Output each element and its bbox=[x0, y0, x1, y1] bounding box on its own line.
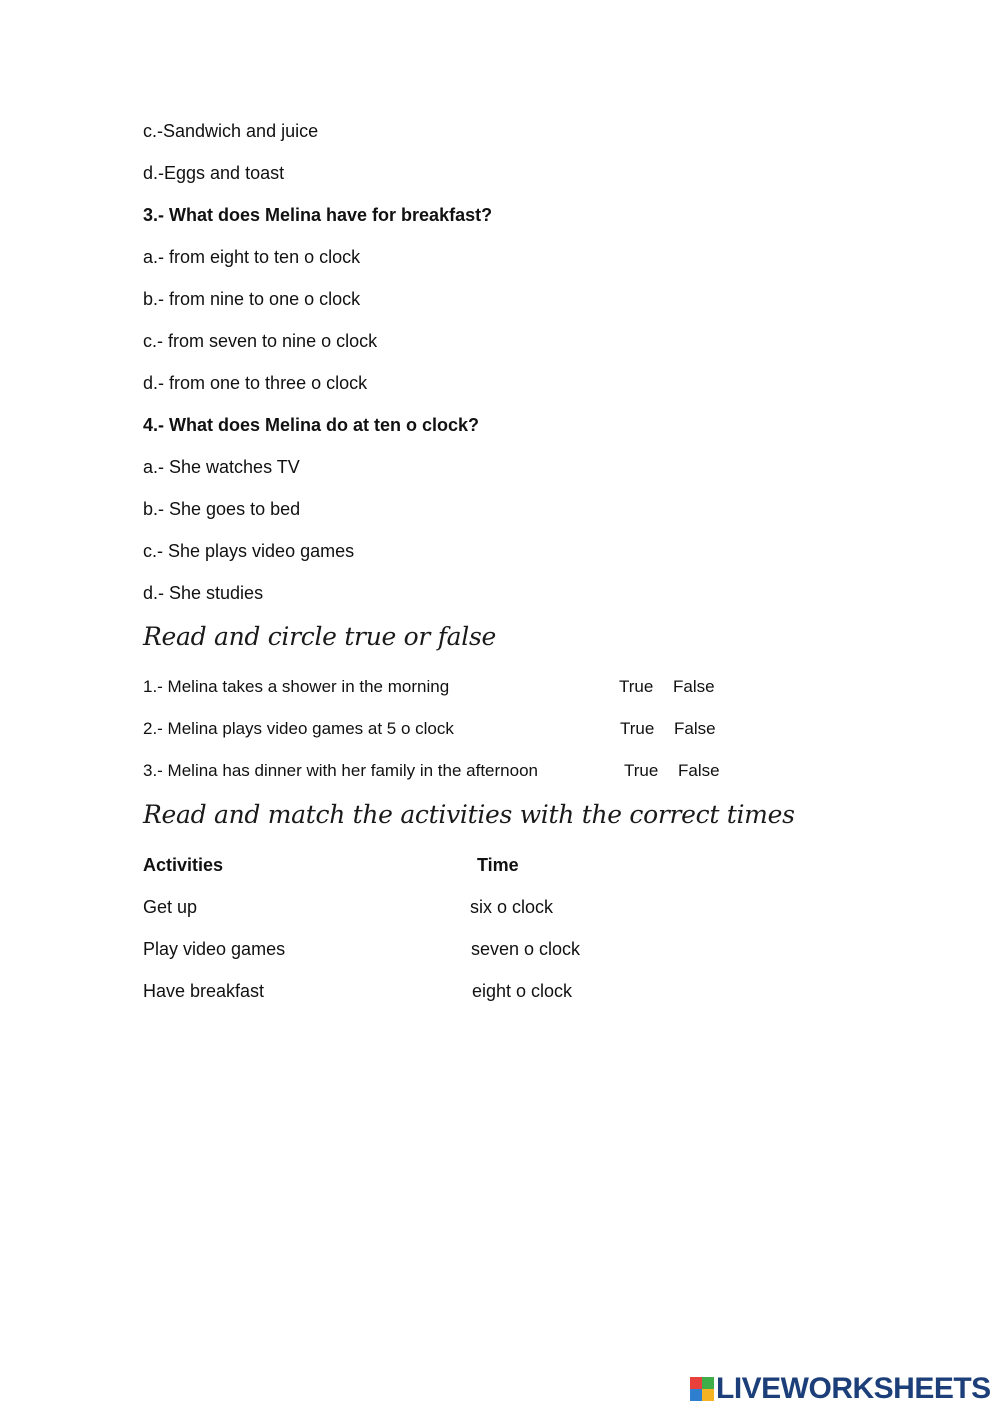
question-4-option-b[interactable]: b.- She goes to bed bbox=[143, 499, 301, 519]
option-d-eggs-toast: d.-Eggs and toast bbox=[143, 163, 285, 183]
activity-item[interactable]: Get up bbox=[143, 897, 198, 917]
activities-header: Activities bbox=[143, 855, 224, 875]
question-4-option-a[interactable]: a.- She watches TV bbox=[143, 457, 300, 477]
question-4-option-c[interactable]: c.- She plays video games bbox=[143, 541, 355, 561]
question-3-option-d[interactable]: d.- from one to three o clock bbox=[143, 373, 368, 393]
time-item[interactable]: seven o clock bbox=[471, 939, 581, 959]
tf-3-false-option[interactable]: False bbox=[678, 761, 720, 780]
time-item[interactable]: six o clock bbox=[470, 897, 554, 917]
tf-statement-1: 1.- Melina takes a shower in the morning bbox=[143, 677, 450, 696]
question-3-option-c[interactable]: c.- from seven to nine o clock bbox=[143, 331, 378, 351]
matching-heading: Read and match the activities with the correct times bbox=[143, 800, 795, 829]
tf-3-true-option[interactable]: True bbox=[624, 761, 659, 780]
true-false-heading: Read and circle true or false bbox=[143, 622, 496, 651]
question-3-option-a[interactable]: a.- from eight to ten o clock bbox=[143, 247, 361, 267]
question-4: 4.- What does Melina do at ten o clock? bbox=[143, 415, 480, 435]
liveworksheets-logo-icon bbox=[690, 1377, 714, 1401]
tf-2-false-option[interactable]: False bbox=[674, 719, 716, 738]
question-3-option-b[interactable]: b.- from nine to one o clock bbox=[143, 289, 361, 309]
tf-statement-3: 3.- Melina has dinner with her family in the afternoon bbox=[143, 761, 538, 780]
activity-item[interactable]: Play video games bbox=[143, 939, 286, 959]
option-c-sandwich-juice: c.-Sandwich and juice bbox=[143, 121, 319, 141]
question-4-option-d[interactable]: d.- She studies bbox=[143, 583, 264, 603]
tf-1-true-option[interactable]: True bbox=[619, 677, 654, 696]
question-3: 3.- What does Melina have for breakfast? bbox=[143, 205, 493, 225]
tf-2-true-option[interactable]: True bbox=[620, 719, 655, 738]
tf-statement-2: 2.- Melina plays video games at 5 o clock bbox=[143, 719, 454, 738]
time-header: Time bbox=[477, 855, 519, 875]
activity-item[interactable]: Have breakfast bbox=[143, 981, 265, 1001]
liveworksheets-logo-text: LIVEWORKSHEETS bbox=[716, 1372, 991, 1405]
liveworksheets-logo bbox=[690, 1372, 991, 1406]
tf-1-false-option[interactable]: False bbox=[673, 677, 715, 696]
time-item[interactable]: eight o clock bbox=[472, 981, 573, 1001]
